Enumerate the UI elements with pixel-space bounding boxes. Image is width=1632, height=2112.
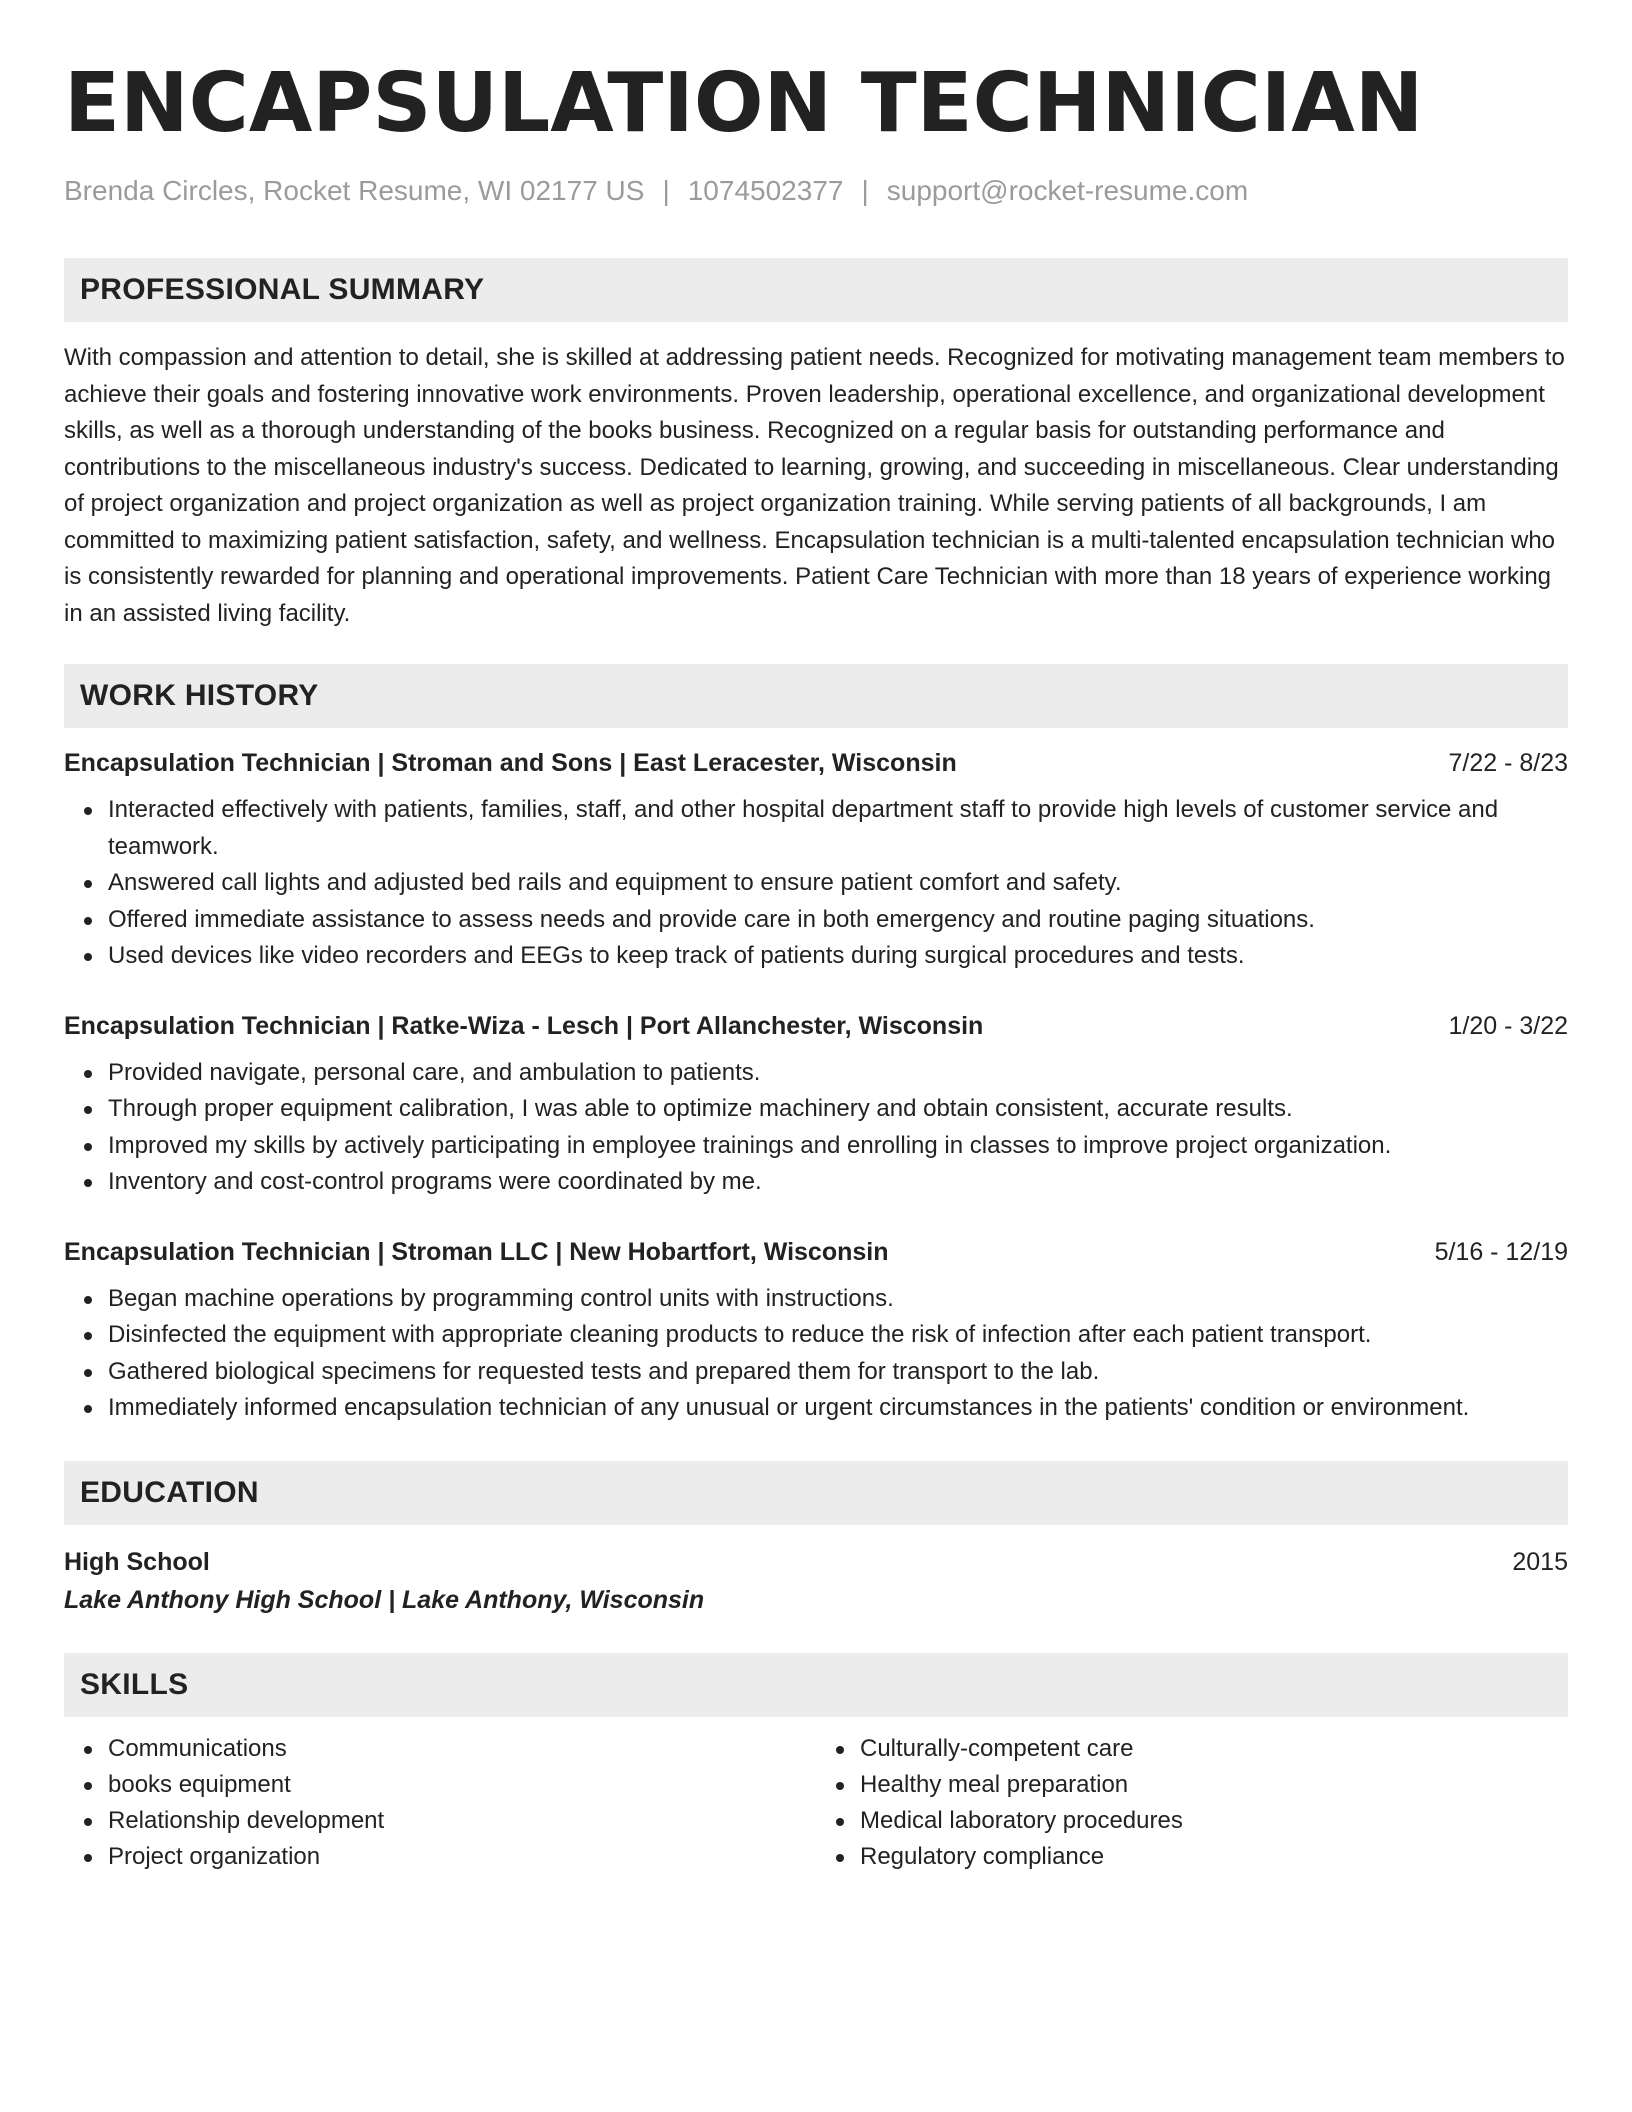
- job-header: [64, 1235, 1568, 1269]
- job-bullet: Gathered biological specimens for requested tests and prepared them for transport to the lab.: [108, 1354, 1568, 1391]
- skills-column-right: [816, 1731, 1568, 1875]
- job-header: [64, 1009, 1568, 1043]
- summary-section-header: PROFESSIONAL SUMMARY: [64, 258, 1568, 322]
- contact-phone: 1074502377: [687, 175, 844, 206]
- work-history-section-header: WORK HISTORY: [64, 664, 1568, 728]
- skill-item: Healthy meal preparation: [860, 1767, 1568, 1803]
- job-header: [64, 746, 1568, 780]
- job-bullet: Began machine operations by programming control units with instructions.: [108, 1281, 1568, 1318]
- skills-list: [64, 1731, 1568, 1875]
- job-entry: [64, 1235, 1568, 1427]
- job-bullets: [64, 792, 1568, 975]
- summary-text: With compassion and attention to detail, she is skilled at addressing patient needs. Recognized for motivating management team members to achieve their goals and fostering innovative work environments. Proven leadership, operational excellence, and organizational development skills, as well as a thorough understanding of the books business. Recognized on a regular basis for outstanding performance and contributions to the miscellaneous industry's success. Dedicated to learning, growing, and succeeding in miscellaneous. Clear understanding of project organization and project organization as well as project organization training. While serving patients of all backgrounds, I am committed to maximizing patient satisfaction, safety, and wellness. Encapsulation technician is a multi-talented encapsulation technician who is consistently rewarded for planning and operational improvements. Patient Care Technician with more than 18 years of experience working in an assisted living facility.: [64, 344, 1565, 627]
- resume-name: ENCAPSULATION TECHNICIAN: [64, 56, 1424, 151]
- job-dates: 1/20 - 3/22: [1448, 1011, 1568, 1040]
- job-bullet: Disinfected the equipment with appropriate cleaning products to reduce the risk of infection after each patient transport.: [108, 1317, 1568, 1354]
- skill-item: Medical laboratory procedures: [860, 1803, 1568, 1839]
- skill-item: Project organization: [108, 1839, 816, 1875]
- job-title: Encapsulation Technician | Stroman and Sons | East Leracester, Wisconsin: [64, 749, 957, 777]
- skills-column-left: [64, 1731, 816, 1875]
- education-degree: High School: [64, 1547, 210, 1576]
- job-dates: 5/16 - 12/19: [1434, 1237, 1568, 1266]
- education-school: Lake Anthony High School | Lake Anthony, Wisconsin: [64, 1585, 705, 1614]
- job-bullets: [64, 1055, 1568, 1201]
- education-section-header: EDUCATION: [64, 1461, 1568, 1525]
- contact-line: [64, 174, 1568, 208]
- contact-email: support@rocket-resume.com: [886, 175, 1249, 206]
- job-bullet: Provided navigate, personal care, and ambulation to patients.: [108, 1055, 1568, 1092]
- job-bullet: Inventory and cost-control programs were coordinated by me.: [108, 1164, 1568, 1201]
- job-bullet: Answered call lights and adjusted bed rails and equipment to ensure patient comfort and safety.: [108, 865, 1568, 902]
- skill-item: Communications: [108, 1731, 816, 1767]
- skill-item: Regulatory compliance: [860, 1839, 1568, 1875]
- job-dates: 7/22 - 8/23: [1448, 749, 1568, 777]
- skills-section-header: SKILLS: [64, 1653, 1568, 1717]
- job-bullet: Improved my skills by actively participating in employee trainings and enrolling in classes to improve project organization.: [108, 1128, 1568, 1165]
- job-bullet: Interacted effectively with patients, families, staff, and other hospital department staff to provide high levels of customer service and teamwork.: [108, 792, 1568, 865]
- contact-address: Brenda Circles, Rocket Resume, WI 02177 US: [64, 175, 645, 206]
- job-entry: [64, 1009, 1568, 1201]
- education-entry: [64, 1543, 1568, 1619]
- job-entry: [64, 746, 1568, 975]
- job-title: Encapsulation Technician | Stroman LLC | New Hobartfort, Wisconsin: [64, 1237, 889, 1266]
- contact-separator: |: [861, 175, 869, 206]
- job-bullets: [64, 1281, 1568, 1427]
- job-bullet: Immediately informed encapsulation technician of any unusual or urgent circumstances in the patients' condition or environment.: [108, 1390, 1568, 1427]
- job-bullet: Used devices like video recorders and EEGs to keep track of patients during surgical procedures and tests.: [108, 938, 1568, 975]
- job-bullet: Through proper equipment calibration, I was able to optimize machinery and obtain consistent, accurate results.: [108, 1091, 1568, 1128]
- job-bullet: Offered immediate assistance to assess needs and provide care in both emergency and routine paging situations.: [108, 902, 1568, 939]
- skill-item: Culturally-competent care: [860, 1731, 1568, 1767]
- skill-item: Relationship development: [108, 1803, 816, 1839]
- education-year: 2015: [1512, 1547, 1568, 1576]
- job-title: Encapsulation Technician | Ratke-Wiza - Lesch | Port Allanchester, Wisconsin: [64, 1011, 984, 1040]
- skill-item: books equipment: [108, 1767, 816, 1803]
- contact-separator: |: [662, 175, 670, 206]
- education-header: [64, 1543, 1568, 1581]
